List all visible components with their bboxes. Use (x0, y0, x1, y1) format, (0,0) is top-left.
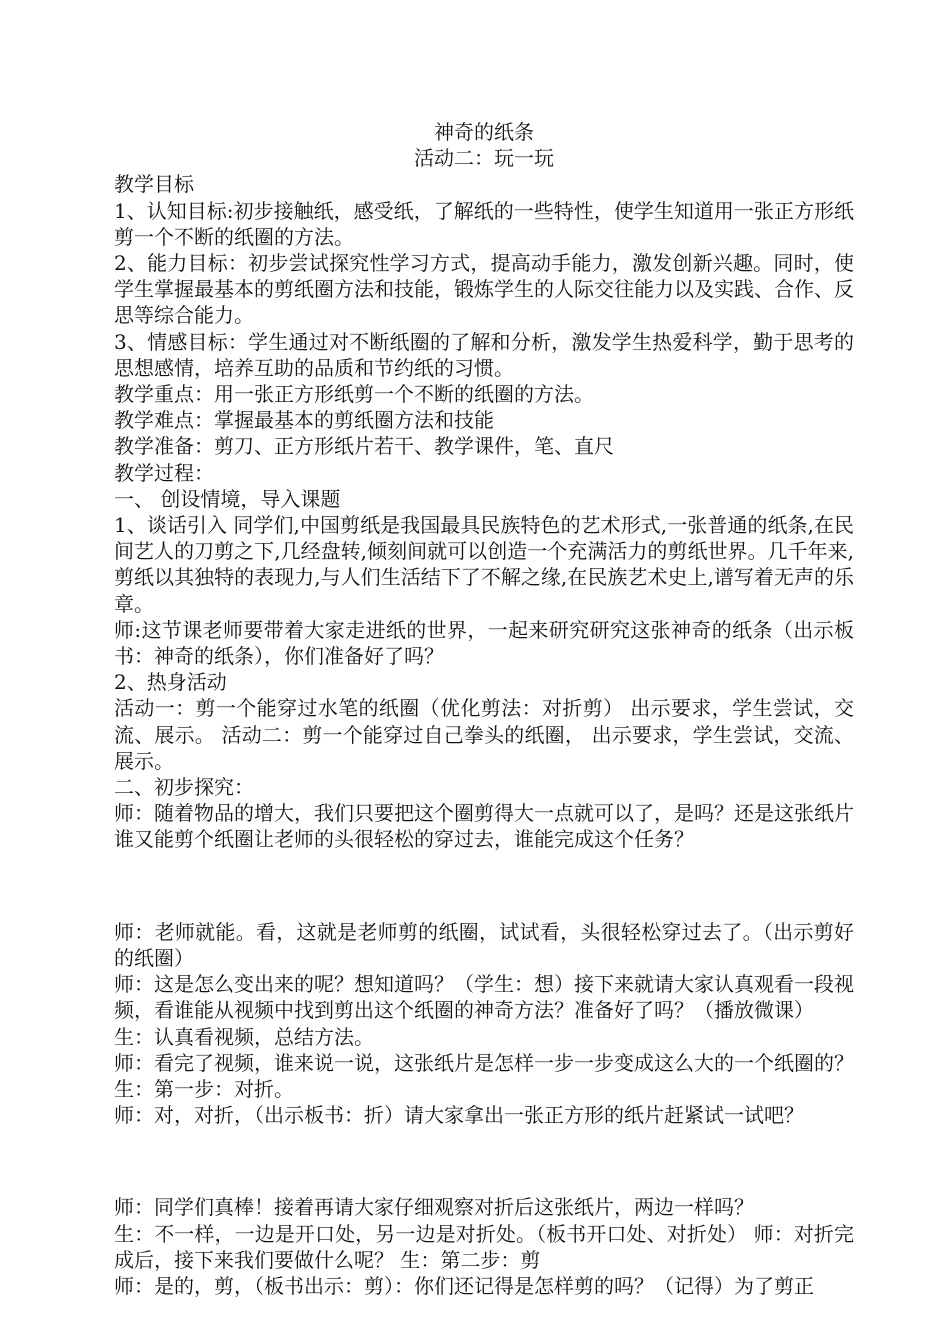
blank-line (114, 873, 854, 899)
document-subtitle: 活动二：玩一玩 (414, 146, 554, 171)
paragraph: 师：是的，剪，（板书出示：剪）：你们还记得是怎样剪的吗？（记得）为了剪正 (114, 1273, 814, 1298)
paragraph: 2、热身活动 (114, 670, 227, 695)
document-page (114, 119, 854, 1299)
paragraph: 3、情感目标：学生通过对不断纸圈的了解和分析，激发学生热爱科学，勤于思考的思想感情，培养互助的品质和节约纸的习惯。 (114, 329, 854, 380)
paragraph: 生：认真看视频，总结方法。 (114, 1024, 374, 1049)
paragraph: 师：看完了视频，谁来说一说，这张纸片是怎样一步一步变成这么大的一个纸圈的？ (114, 1050, 854, 1075)
paragraph: 活动一：剪一个能穿过水笔的纸圈（优化剪法：对折剪） 出示要求，学生尝试，交流、展示。 活动二：剪一个能穿过自己拳头的纸圈， 出示要求，学生尝试，交流、展示。 (114, 696, 854, 773)
paragraph: 一、 创设情境，导入课题 (114, 486, 341, 511)
paragraph: 二、初步探究： (114, 775, 254, 800)
paragraph: 教学准备：剪刀、正方形纸片若干、教学课件，笔、直尺 (114, 434, 614, 459)
paragraph: 师：随着物品的增大，我们只要把这个圈剪得大一点就可以了，是吗？还是这张纸片谁又能剪个纸圈让老师的头很轻松的穿过去，谁能完成这个任务？ (114, 801, 854, 852)
paragraph: 师：这是怎么变出来的呢？想知道吗？（学生：想）接下来就请大家认真观看一段视频，看谁能从视频中找到剪出这个纸圈的神奇方法？准备好了吗？（播放微课） (114, 972, 854, 1023)
paragraph: 师:这节课老师要带着大家走进纸的世界，一起来研究研究这张神奇的纸条（出示板书：神奇的纸条），你们准备好了吗？ (114, 617, 854, 669)
paragraph: 生：不一样，一边是开口处，另一边是对折处。（板书开口处、对折处） 师：对折完成后，接下来我们要做什么呢？ 生：第二步：剪 (114, 1221, 854, 1272)
paragraph: 1、谈话引入 同学们,中国剪纸是我国最具民族特色的艺术形式,一张普通的纸条,在民间艺人的刀剪之下,几经盘转,倾刻间就可以创造一个充满活力的剪纸世界。几千年来,剪纸以其独特的表现力,与人们生活结下了不解之缘,在民族艺术史上,谱写着无声的乐章。 (114, 513, 854, 616)
paragraph: 2、能力目标：初步尝试探究性学习方式，提高动手能力，激发创新兴趣。同时，使学生掌握最基本的剪纸圈方法和技能，锻炼学生的人际交往能力以及实践、合作、反思等综合能力。 (114, 251, 854, 328)
paragraph: 教学重点：用一张正方形纸剪一个不断的纸圈的方法。 (114, 382, 594, 407)
document-body (114, 171, 854, 1299)
paragraph: 生：第一步：对折。 (114, 1076, 294, 1101)
paragraph: 教学过程： (114, 460, 214, 485)
document-title: 神奇的纸条 (434, 120, 534, 144)
paragraph: 教学难点：掌握最基本的剪纸圈方法和技能 (114, 408, 494, 433)
blank-line (114, 1148, 854, 1174)
paragraph: 教学目标 (114, 172, 194, 197)
paragraph: 师：对，对折，（出示板书：折）请大家拿出一张正方形的纸片赶紧试一试吧？ (114, 1103, 804, 1128)
paragraph: 师：同学们真棒！接着再请大家仔细观察对折后这张纸片，两边一样吗？ (114, 1195, 754, 1220)
paragraph: 1、认知目标:初步接触纸，感受纸，了解纸的一些特性，使学生知道用一张正方形纸剪一个不断的纸圈的方法。 (114, 198, 854, 249)
paragraph: 师：老师就能。看，这就是老师剪的纸圈，试试看，头很轻松穿过去了。（出示剪好的纸圈） (114, 919, 854, 970)
